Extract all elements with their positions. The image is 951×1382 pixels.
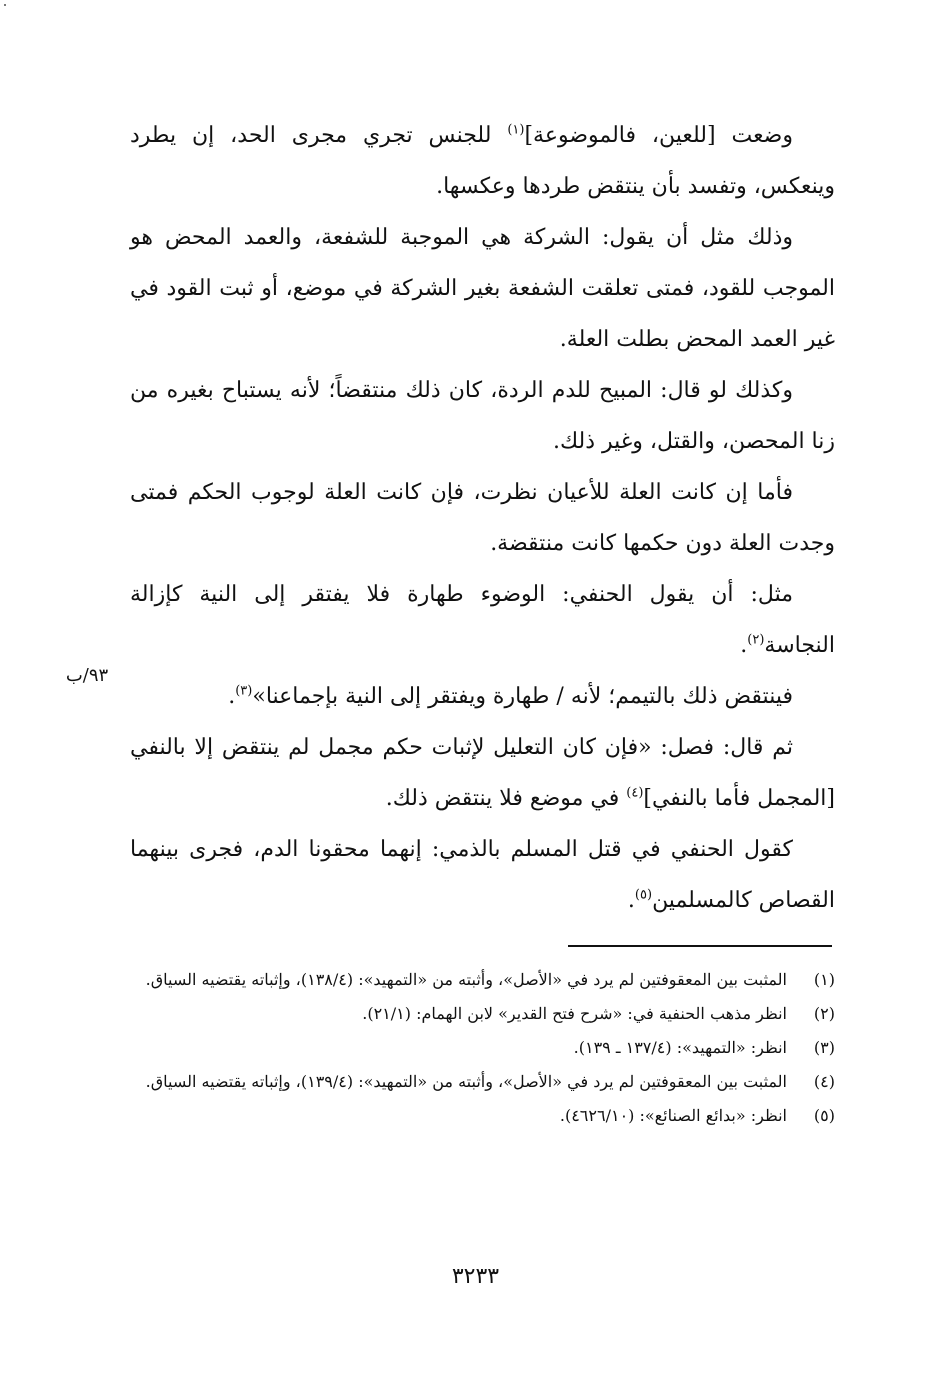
footnote-text: انظر مذهب الحنفية في: «شرح فتح القدير» لابن الهمام: (٢١/١). xyxy=(362,1004,787,1023)
paragraph-text: وكذلك لو قال: المبيح للدم الردة، كان ذلك منتقضاً؛ لأنه يستباح بغيره من زنا المحصن، والقتل، وغير ذلك. xyxy=(130,378,835,454)
footnote-number: (٤) xyxy=(813,1072,835,1091)
footnote-number: (٢) xyxy=(813,1004,835,1023)
paragraph-text: وضعت [للعين، فالموضوعة] xyxy=(524,123,793,148)
paragraph-text: وذلك مثل أن يقول: الشركة هي الموجبة للشفعة، والعمد المحض هو الموجب للقود، فمتى تعلقت الشفعة بغير الشركة في موضع، أو ثبت القود في غير العمد المحض بطلت العلة. xyxy=(130,225,835,352)
paragraph-text: فينتقض ذلك بالتيمم؛ لأنه / طهارة ويفتقر إلى النية بإجماعنا» xyxy=(252,684,793,709)
paragraph-8 xyxy=(130,824,835,926)
footnote-ref: (٢) xyxy=(747,632,765,648)
footnotes xyxy=(130,963,835,1133)
footnote-text: انظر: «التمهيد»: (١٣٧/٤ ـ ١٣٩). xyxy=(573,1038,787,1057)
paragraph-5 xyxy=(130,569,835,671)
manuscript-folio-marker: ٩٣/ب xyxy=(65,665,109,686)
paragraph-text: مثل: أن يقول الحنفي: الوضوء طهارة فلا يفتقر إلى النية كإزالة النجاسة xyxy=(130,582,835,658)
footnote-ref: (٣) xyxy=(235,683,253,699)
paragraph-7 xyxy=(130,722,835,824)
footnote-4 xyxy=(130,1065,835,1099)
footnote-number: (١) xyxy=(813,970,835,989)
paragraph-text: . xyxy=(740,633,748,658)
footnote-ref: (١) xyxy=(507,122,525,138)
paragraph-text: . xyxy=(228,684,236,709)
footnote-divider xyxy=(568,945,832,947)
footnote-1 xyxy=(130,963,835,997)
main-text xyxy=(130,110,835,926)
page-number: ٣٢٣٣ xyxy=(451,1264,500,1289)
scan-speck xyxy=(4,4,6,6)
footnote-ref: (٤) xyxy=(626,785,644,801)
paragraph-text: كقول الحنفي في قتل المسلم بالذمي: إنهما محقونا الدم، فجرى بينهما القصاص كالمسلمين xyxy=(130,837,835,913)
paragraph-text: للجنس تجري مجرى الحد، إن يطرد وينعكس، وتفسد بأن ينتقض طردها وعكسها. xyxy=(130,123,835,199)
footnote-text: انظر: «بدائع الصنائع»: (٤٦٢٦/١٠). xyxy=(559,1106,787,1125)
footnote-ref: (٥) xyxy=(634,887,653,903)
paragraph-3 xyxy=(130,365,835,467)
footnote-5 xyxy=(130,1099,835,1133)
paragraph-text: ثم قال: فصل: «فإن كان التعليل لإثبات حكم مجمل لم ينتقض إلا بالنفي [المجمل فأما بالنفي] xyxy=(130,735,835,811)
footnote-2 xyxy=(130,997,835,1031)
footnote-text: المثبت بين المعقوفتين لم يرد في «الأصل»، وأثبته من «التمهيد»: (١٣٩/٤)، وإثباته يقتضيه السياق. xyxy=(145,1072,787,1091)
paragraph-1 xyxy=(130,110,835,212)
paragraph-2 xyxy=(130,212,835,365)
paragraph-4 xyxy=(130,467,835,569)
footnote-number: (٣) xyxy=(813,1038,835,1057)
paragraph-text: في موضع فلا ينتقض ذلك. xyxy=(385,786,627,811)
footnote-3 xyxy=(130,1031,835,1065)
paragraph-text: . xyxy=(627,888,635,913)
paragraph-6 xyxy=(130,671,835,722)
footnote-text: المثبت بين المعقوفتين لم يرد في «الأصل»، وأثبته من «التمهيد»: (١٣٨/٤)، وإثباته يقتضيه السياق. xyxy=(145,970,787,989)
paragraph-text: فأما إن كانت العلة للأعيان نظرت، فإن كانت العلة لوجوب الحكم فمتى وجدت العلة دون حكمها كانت منتقضة. xyxy=(130,480,835,556)
footnote-number: (٥) xyxy=(813,1106,835,1125)
